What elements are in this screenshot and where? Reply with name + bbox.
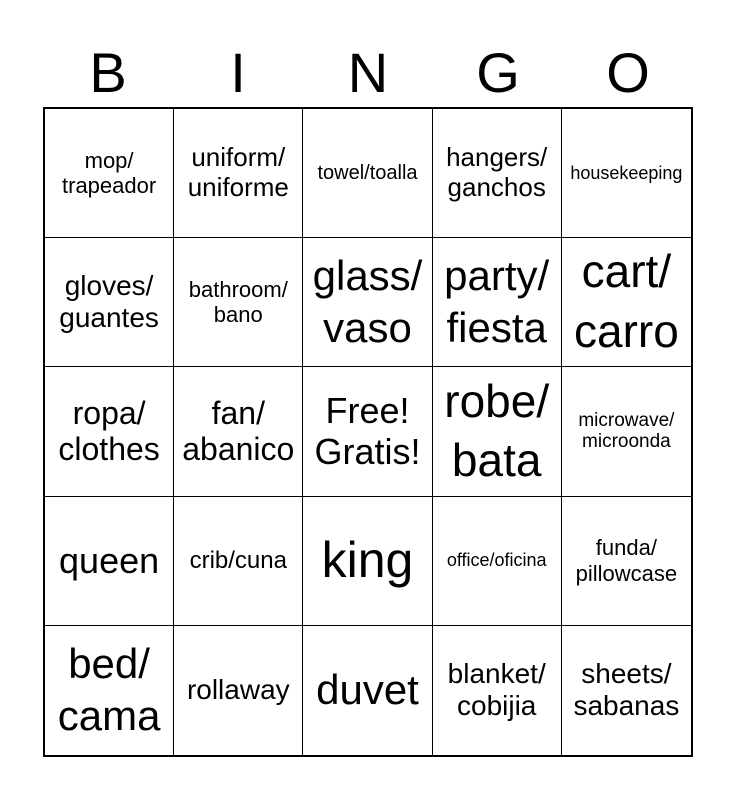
cell-text: rollaway	[186, 674, 290, 706]
bingo-cell[interactable]	[174, 497, 303, 626]
cell-text: king	[321, 531, 414, 588]
bingo-cell[interactable]	[303, 238, 432, 367]
cell-text: cart/ carro	[573, 245, 679, 358]
cell-text: uniform/ uniforme	[187, 142, 289, 203]
cell-text: bed/ cama	[57, 639, 161, 740]
cell-text: microwave/ microonda	[578, 409, 675, 453]
cell-text: crib/cuna	[189, 546, 287, 574]
bingo-cell[interactable]	[562, 238, 691, 367]
bingo-cell[interactable]	[174, 109, 303, 238]
cell-text: robe/ bata	[444, 374, 550, 487]
cell-text: mop/ trapeador	[62, 147, 157, 199]
cell-text: queen	[59, 540, 160, 581]
cell-text: funda/ pillowcase	[575, 535, 678, 586]
bingo-cell[interactable]	[303, 497, 432, 626]
bingo-cell[interactable]	[174, 238, 303, 367]
cell-text: hangers/ ganchos	[446, 142, 548, 203]
bingo-cell[interactable]	[45, 238, 174, 367]
header-letter-i: I	[230, 41, 246, 104]
header-letter-n: N	[347, 41, 389, 104]
free-cell[interactable]	[303, 367, 432, 496]
bingo-cell[interactable]	[562, 497, 691, 626]
cell-text: ropa/ clothes	[58, 394, 160, 468]
header-letter-b: B	[89, 41, 127, 104]
header-letter-g: G	[476, 41, 520, 104]
cell-text: gloves/ guantes	[59, 270, 159, 334]
bingo-cell[interactable]	[433, 238, 562, 367]
bingo-cell[interactable]	[303, 626, 432, 755]
bingo-header	[43, 38, 693, 108]
bingo-cell[interactable]	[562, 109, 691, 238]
bingo-cell[interactable]	[45, 626, 174, 755]
bingo-cell[interactable]	[45, 497, 174, 626]
bingo-board	[43, 107, 693, 757]
cell-text: bathroom/ bano	[188, 276, 288, 328]
bingo-cell[interactable]	[433, 109, 562, 238]
cell-text: office/oficina	[446, 550, 547, 571]
bingo-cell[interactable]	[174, 626, 303, 755]
cell-text: towel/toalla	[317, 161, 418, 184]
cell-text: fan/ abanico	[182, 394, 295, 468]
cell-text: party/ fiesta	[444, 251, 550, 352]
cell-text: sheets/ sabanas	[573, 658, 680, 722]
bingo-cell[interactable]	[45, 109, 174, 238]
bingo-cell[interactable]	[562, 367, 691, 496]
bingo-cell[interactable]	[433, 626, 562, 755]
cell-text: duvet	[316, 666, 419, 714]
bingo-cell[interactable]	[303, 109, 432, 238]
cell-text: housekeeping	[570, 162, 683, 183]
bingo-cell[interactable]	[174, 367, 303, 496]
cell-text: glass/ vaso	[312, 251, 423, 352]
cell-text: Free! Gratis!	[314, 390, 421, 473]
cell-text: blanket/ cobijia	[447, 658, 546, 722]
bingo-cell[interactable]	[433, 497, 562, 626]
bingo-cell[interactable]	[562, 626, 691, 755]
bingo-cell[interactable]	[45, 367, 174, 496]
header-letter-o: O	[606, 41, 650, 104]
bingo-cell[interactable]	[433, 367, 562, 496]
